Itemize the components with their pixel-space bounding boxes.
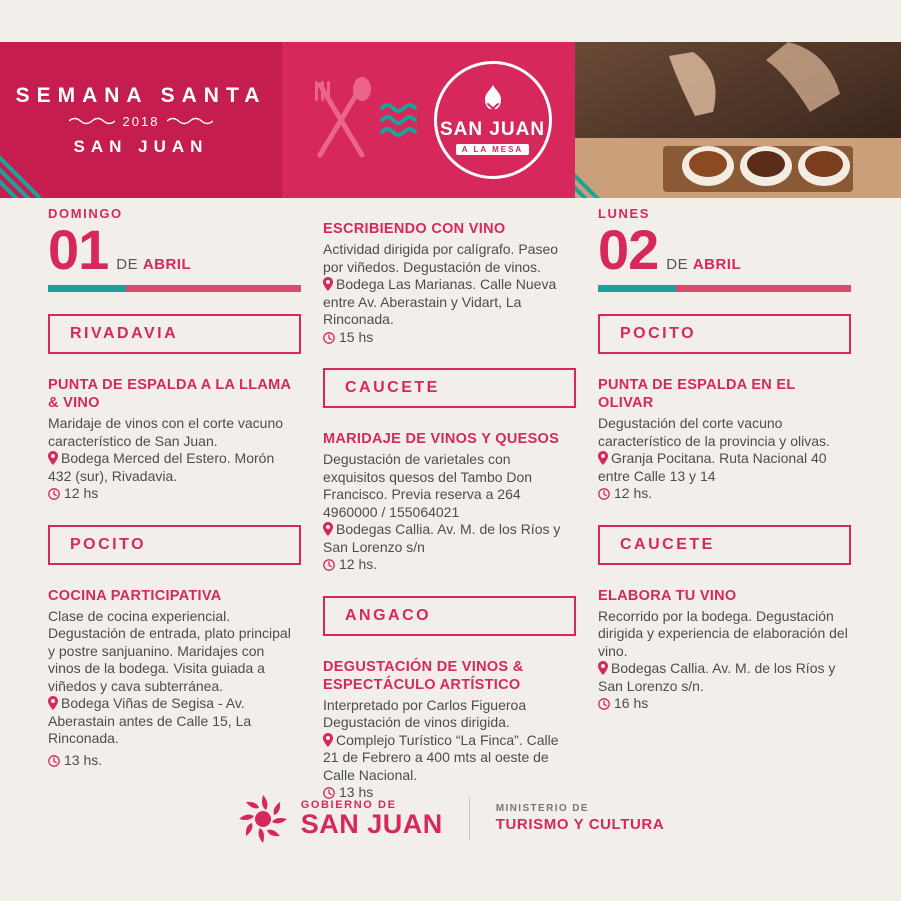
event-time (48, 485, 295, 503)
clock-icon (598, 488, 610, 500)
date-de: DE (116, 256, 139, 273)
wave-right-icon (167, 116, 213, 126)
location-pin-icon (323, 277, 333, 291)
event-time (598, 485, 853, 503)
column-middle (323, 206, 598, 806)
date-block-sunday (48, 206, 295, 292)
department-label: ANGACO (345, 606, 432, 624)
header-banner (0, 42, 901, 198)
department-label: RIVADAVIA (70, 325, 179, 342)
event-place (48, 695, 295, 748)
gobierno-logo (237, 793, 443, 845)
event-title: DEGUSTACIÓN DE VINOS & ESPECTÁCULO ARTÍSTICO (323, 658, 524, 693)
event-item (48, 376, 295, 503)
department-pocito (598, 314, 851, 354)
ministerio-line2: TURISMO Y CULTURA (495, 815, 665, 833)
event-description: Recorrido por la bodega. Degustación dirigida y experiencia de elaboración del vino. (598, 607, 848, 659)
footer-divider (469, 797, 470, 841)
event-title: MARIDAJE DE VINOS Y QUESOS (323, 431, 560, 447)
event-time (323, 329, 570, 347)
event-place-text: Granja Pocitana. Ruta Nacional 40 entre Calle 13 y 14 (598, 450, 827, 484)
event-time-text: 13 hs. (64, 751, 103, 768)
event-item (323, 220, 570, 346)
header-year: 2018 (122, 113, 160, 129)
date-block-monday (598, 206, 853, 292)
clock-icon (48, 755, 60, 767)
department-label: POCITO (70, 535, 147, 553)
logo-subtitle: A LA MESA (456, 144, 529, 155)
event-place (598, 450, 853, 485)
waves-icon (380, 100, 424, 140)
day-of-week: DOMINGO (48, 206, 123, 221)
event-title: ELABORA TU VINO (598, 587, 737, 604)
event-description: Maridaje de vinos con el corte vacuno característico de San Juan. (48, 415, 284, 449)
location-pin-icon (48, 451, 58, 465)
department-rivadavia (48, 314, 301, 354)
ministerio-line1: MINISTERIO DE (495, 803, 589, 815)
location-pin-icon (323, 733, 333, 747)
date-month: ABRIL (692, 256, 742, 273)
event-time-text: 13 hs (339, 784, 374, 800)
department-label: POCITO (620, 325, 697, 342)
day-number: 02 (598, 218, 659, 281)
header-photo (575, 42, 901, 198)
event-description: Actividad dirigida por calígrafo. Paseo por viñedos. Degustación de vinos. (323, 241, 559, 275)
logo-name: SAN JUAN (439, 119, 546, 140)
event-item (323, 430, 570, 574)
sun-swirl-icon (237, 793, 289, 845)
left-corner-stripes (0, 148, 44, 198)
footer (0, 773, 901, 865)
event-place-text: Bodega Las Marianas. Calle Nueva entre Av. Aberastain y Vidart, La Rinconada. (323, 276, 557, 327)
san-juan-a-la-mesa-logo (434, 61, 552, 179)
location-pin-icon (48, 696, 58, 710)
event-time (598, 695, 853, 713)
event-place (323, 276, 570, 329)
event-item (598, 376, 853, 503)
department-caucete (323, 368, 576, 408)
event-item (598, 587, 853, 713)
department-angaco (323, 596, 576, 636)
gobierno-line1: GOBIERNO DE (300, 799, 397, 811)
clock-icon (323, 559, 335, 571)
event-time-text: 12 hs. (339, 556, 378, 572)
clock-icon (323, 332, 335, 344)
event-place-text: Bodegas Callia. Av. M. de los Ríos y San Lorenzo s/n. (598, 660, 836, 694)
event-title: PUNTA DE ESPALDA A LA LLAMA & VINO (48, 377, 291, 411)
header-logo-block (282, 42, 575, 198)
event-place (48, 450, 295, 485)
department-pocito (48, 525, 301, 565)
header-corner-stripes (575, 146, 619, 198)
ministerio-logo (496, 803, 665, 834)
event-time-text: 12 hs. (614, 485, 653, 501)
event-place-text: Bodegas Callia. Av. M. de los Ríos y San Lorenzo s/n (323, 521, 561, 555)
event-item (48, 587, 295, 770)
date-divider (48, 285, 301, 292)
event-time (323, 556, 570, 574)
date-divider (598, 285, 851, 292)
event-title: COCINA PARTICIPATIVA (48, 587, 222, 604)
event-place-text: Complejo Turístico “La Finca”. Calle 21 de Febrero a 400 mts al oeste de Calle Nacional. (323, 731, 559, 783)
header-city: SAN JUAN (73, 136, 209, 156)
clock-icon (48, 488, 60, 500)
event-description: Interpretado por Carlos Figueroa Degustación de vinos dirigida. (323, 696, 527, 730)
fork-and-spoon-icon (306, 75, 376, 165)
department-caucete (598, 525, 851, 565)
gobierno-line2: SAN JUAN (300, 809, 443, 839)
column-sunday (48, 206, 323, 806)
event-description: Degustación del corte vacuno característico de la provincia y olivas. (598, 415, 830, 449)
event-description: Degustación de varietales con exquisitos quesos del Tambo Don Francisco. Previa reserva a 264 4960000 / 155064021 (323, 451, 533, 520)
event-place (598, 660, 853, 695)
event-time-text: 12 hs (64, 485, 99, 501)
location-pin-icon (598, 661, 608, 675)
wave-left-icon (69, 116, 115, 126)
location-pin-icon (598, 451, 608, 465)
day-of-week: LUNES (598, 206, 651, 221)
event-place (323, 521, 570, 556)
clock-icon (598, 698, 610, 710)
event-time-text: 16 hs (614, 695, 649, 711)
event-description: Clase de cocina experiencial. Degustación de entrada, plato principal y postre sanjuanino. Maridajes con vinos de la bodega. Visita guiada a viñedos y cava subterránea. (48, 607, 291, 694)
event-time (48, 752, 295, 770)
header-title: SEMANA SANTA (15, 83, 267, 107)
date-month: ABRIL (142, 256, 192, 273)
event-time-text: 15 hs (339, 328, 374, 345)
day-number: 01 (48, 218, 109, 281)
department-label: CAUCETE (620, 535, 715, 553)
flame-icon (476, 85, 510, 117)
event-title: PUNTA DE ESPALDA EN EL OLIVAR (598, 377, 796, 411)
department-label: CAUCETE (345, 379, 440, 396)
column-monday (598, 206, 853, 806)
event-place-text: Bodega Merced del Estero. Morón 432 (sur), Rivadavia. (48, 450, 275, 484)
schedule-columns (0, 206, 901, 806)
location-pin-icon (323, 522, 333, 536)
event-place-text: Bodega Viñas de Segisa - Av. Aberastain antes de Calle 15, La Rinconada. (48, 695, 252, 746)
event-title: ESCRIBIENDO CON VINO (323, 221, 506, 237)
date-de: DE (666, 256, 689, 273)
